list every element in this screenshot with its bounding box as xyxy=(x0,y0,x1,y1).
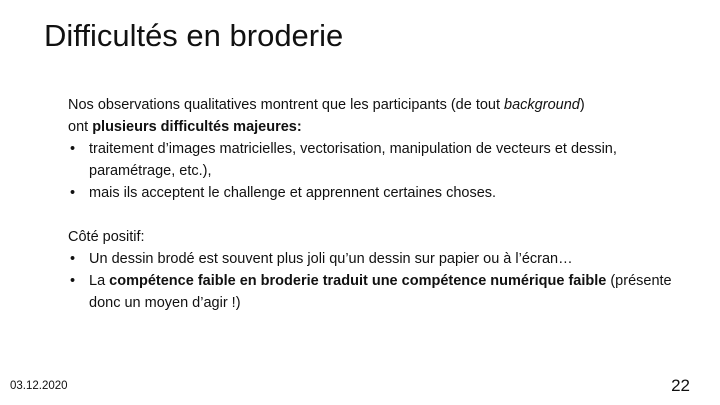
bullet-glyph: • xyxy=(70,251,76,267)
bullet-item: • Un dessin brodé est souvent plus joli qu’un dessin sur papier ou à l’écran… xyxy=(68,248,688,270)
positive-heading: Côté positif: xyxy=(68,229,145,245)
bullet-glyph: • xyxy=(70,185,76,201)
slide-title: Difficultés en broderie xyxy=(44,18,344,53)
page-number: 22 xyxy=(671,376,690,395)
emphasis-major-difficulties: plusieurs difficultés majeures: xyxy=(92,119,302,135)
slide-body xyxy=(68,94,688,314)
bullet-glyph: • xyxy=(70,141,76,157)
bullet-item: • mais ils acceptent le challenge et apprennent certaines choses. xyxy=(68,182,688,204)
footer-date: 03.12.2020 xyxy=(10,380,68,392)
bullet-item: • La compétence faible en broderie traduit une compétence numérique faible (présente donc un moyen d’agir !) xyxy=(68,270,688,314)
bullet-item: • traitement d’images matricielles, vectorisation, manipulation de vecteurs et dessin, paramétrage, etc.), xyxy=(68,138,688,182)
emphasis-competence: compétence faible en broderie traduit une compétence numérique faible xyxy=(109,273,607,289)
bullet-glyph: • xyxy=(70,273,76,289)
intro-paragraph: Nos observations qualitatives montrent que les participants (de tout background) ont plusieurs difficultés majeures: xyxy=(68,97,585,135)
